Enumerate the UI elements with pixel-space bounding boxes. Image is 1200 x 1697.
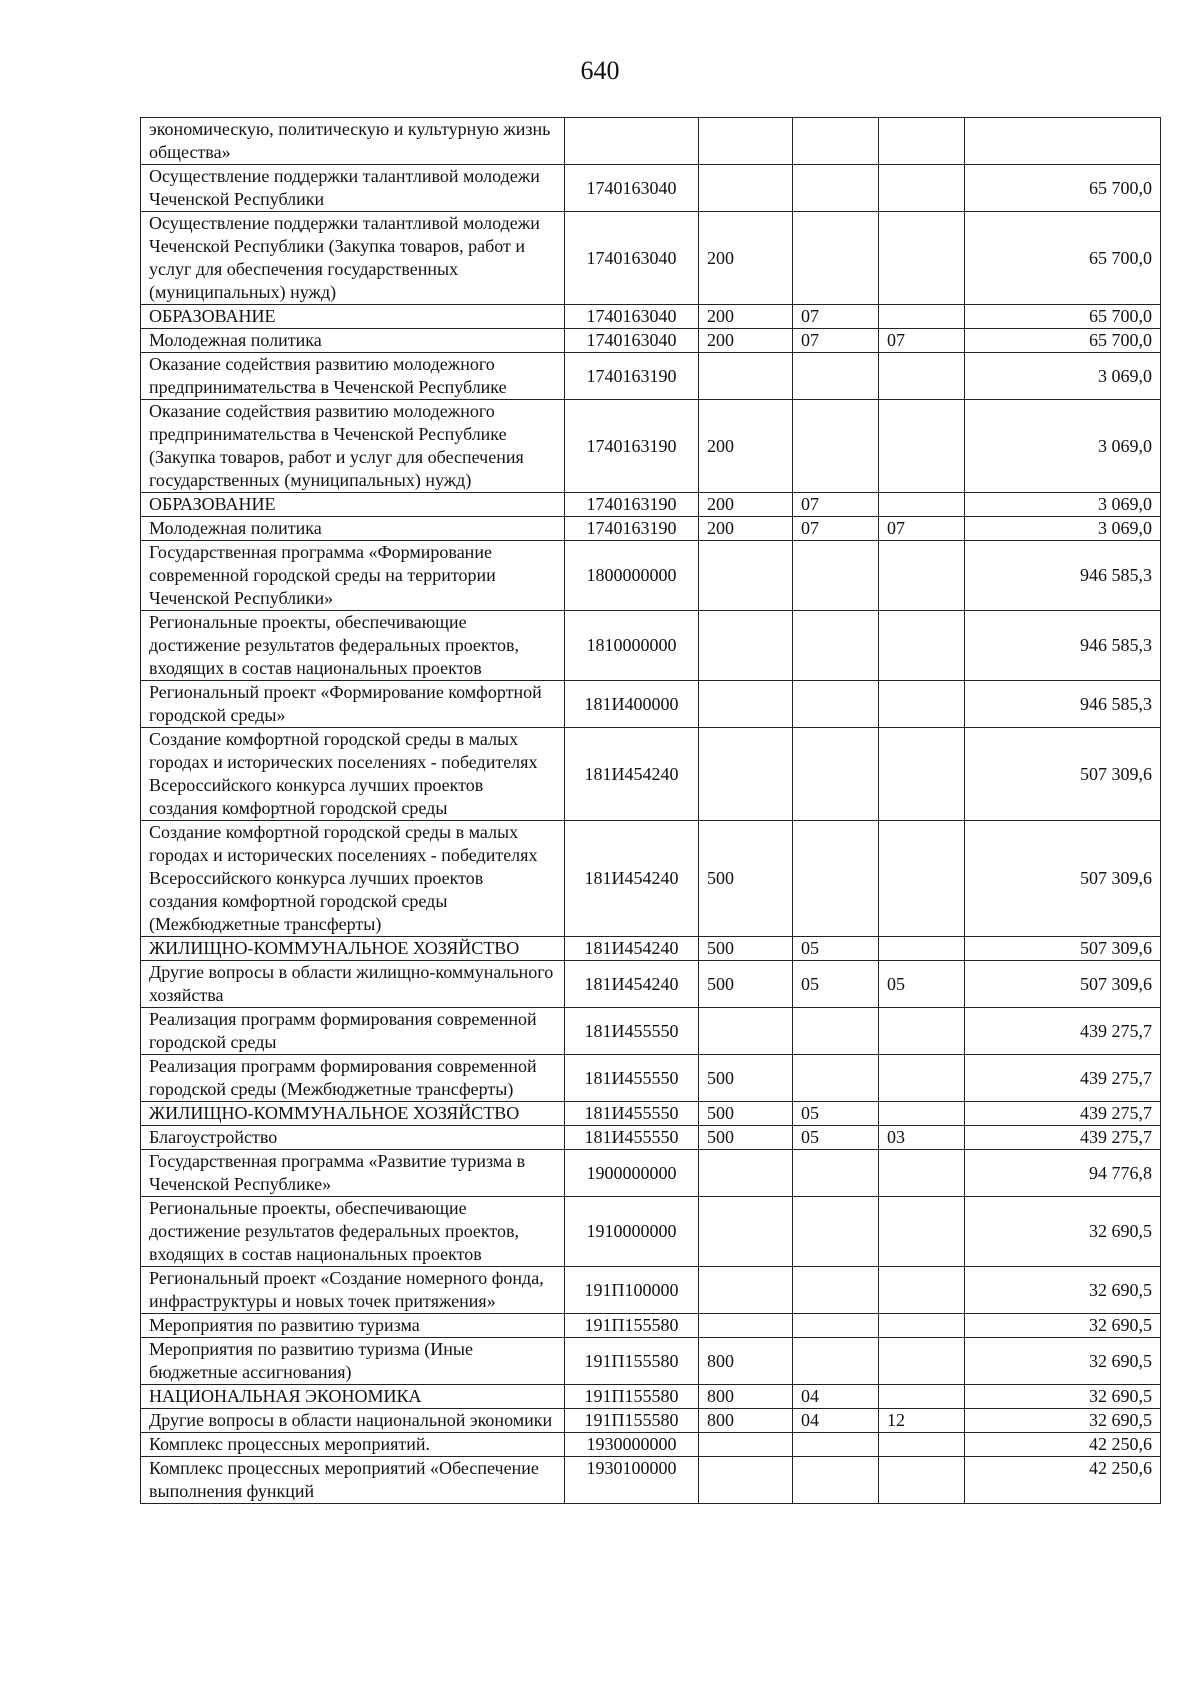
row-section-cell	[793, 1055, 879, 1102]
row-code-cell: 1740163190	[565, 353, 699, 400]
table-row	[141, 541, 1161, 611]
row-name-cell: Государственная программа «Формирование современной городской среды на территории Чеченской Республики»	[141, 541, 565, 611]
row-amount-cell: 42 250,6	[965, 1433, 1161, 1457]
row-section-cell	[793, 611, 879, 681]
row-name-cell: Региональный проект «Формирование комфортной городской среды»	[141, 681, 565, 728]
row-section-cell	[793, 728, 879, 821]
row-code-cell: 191П155580	[565, 1385, 699, 1409]
row-code-cell: 1930000000	[565, 1433, 699, 1457]
budget-table	[140, 117, 1161, 1504]
row-name-cell: НАЦИОНАЛЬНАЯ ЭКОНОМИКА	[141, 1385, 565, 1409]
row-expense-type-cell	[699, 1008, 793, 1055]
table-row	[141, 1457, 1161, 1504]
row-code-cell: 181И455550	[565, 1008, 699, 1055]
row-code-cell: 1800000000	[565, 541, 699, 611]
row-amount-cell: 3 069,0	[965, 353, 1161, 400]
row-code-cell: 1930100000	[565, 1457, 699, 1504]
table-row	[141, 728, 1161, 821]
row-code-cell: 181И454240	[565, 728, 699, 821]
row-amount-cell: 507 309,6	[965, 937, 1161, 961]
row-amount-cell: 946 585,3	[965, 611, 1161, 681]
row-subsection-cell	[879, 212, 965, 305]
row-section-cell	[793, 1457, 879, 1504]
table-row	[141, 118, 1161, 165]
row-amount-cell: 65 700,0	[965, 165, 1161, 212]
row-name-cell: Молодежная политика	[141, 329, 565, 353]
row-expense-type-cell	[699, 1314, 793, 1338]
row-amount-cell: 946 585,3	[965, 681, 1161, 728]
row-section-cell: 05	[793, 961, 879, 1008]
row-amount-cell: 3 069,0	[965, 493, 1161, 517]
table-row	[141, 1126, 1161, 1150]
row-amount-cell: 65 700,0	[965, 212, 1161, 305]
row-subsection-cell	[879, 118, 965, 165]
table-row	[141, 165, 1161, 212]
row-expense-type-cell	[699, 541, 793, 611]
row-subsection-cell	[879, 1150, 965, 1197]
row-name-cell: Оказание содействия развитию молодежного предпринимательства в Чеченской Республике (Закупка товаров, работ и услуг для обеспечения государственных (муниципальных) нужд)	[141, 400, 565, 493]
row-section-cell: 04	[793, 1409, 879, 1433]
row-amount-cell: 32 690,5	[965, 1197, 1161, 1267]
row-section-cell	[793, 821, 879, 937]
table-row	[141, 1385, 1161, 1409]
row-expense-type-cell: 200	[699, 305, 793, 329]
row-expense-type-cell	[699, 1150, 793, 1197]
table-row	[141, 517, 1161, 541]
table-row	[141, 1314, 1161, 1338]
row-expense-type-cell	[699, 1457, 793, 1504]
row-expense-type-cell	[699, 728, 793, 821]
table-row	[141, 1409, 1161, 1433]
row-subsection-cell	[879, 611, 965, 681]
row-name-cell: Комплекс процессных мероприятий «Обеспечение выполнения функций	[141, 1457, 565, 1504]
row-name-cell: ЖИЛИЩНО-КОММУНАЛЬНОЕ ХОЗЯЙСТВО	[141, 937, 565, 961]
row-expense-type-cell	[699, 165, 793, 212]
row-name-cell: ОБРАЗОВАНИЕ	[141, 493, 565, 517]
page-number: 640	[580, 56, 620, 85]
row-amount-cell: 32 690,5	[965, 1338, 1161, 1385]
row-name-cell: Другие вопросы в области жилищно-коммунального хозяйства	[141, 961, 565, 1008]
row-name-cell: Региональные проекты, обеспечивающие достижение результатов федеральных проектов, входящих в состав национальных проектов	[141, 611, 565, 681]
table-row	[141, 212, 1161, 305]
table-row	[141, 493, 1161, 517]
row-amount-cell: 94 776,8	[965, 1150, 1161, 1197]
row-subsection-cell	[879, 165, 965, 212]
row-subsection-cell	[879, 1267, 965, 1314]
row-amount-cell: 946 585,3	[965, 541, 1161, 611]
row-subsection-cell	[879, 1314, 965, 1338]
row-section-cell	[793, 681, 879, 728]
row-expense-type-cell	[699, 681, 793, 728]
row-expense-type-cell	[699, 611, 793, 681]
table-row	[141, 961, 1161, 1008]
row-section-cell: 05	[793, 1102, 879, 1126]
row-expense-type-cell: 500	[699, 821, 793, 937]
row-code-cell: 181И400000	[565, 681, 699, 728]
row-expense-type-cell: 200	[699, 212, 793, 305]
row-amount-cell: 439 275,7	[965, 1126, 1161, 1150]
row-section-cell: 07	[793, 517, 879, 541]
row-subsection-cell	[879, 493, 965, 517]
row-section-cell	[793, 1197, 879, 1267]
row-expense-type-cell: 500	[699, 937, 793, 961]
row-name-cell: Другие вопросы в области национальной экономики	[141, 1409, 565, 1433]
row-code-cell: 191П155580	[565, 1338, 699, 1385]
row-subsection-cell	[879, 541, 965, 611]
row-code-cell: 1740163040	[565, 329, 699, 353]
row-section-cell	[793, 1338, 879, 1385]
row-name-cell: Осуществление поддержки талантливой молодежи Чеченской Республики (Закупка товаров, работ и услуг для обеспечения государственных (муниципальных) нужд)	[141, 212, 565, 305]
table-row	[141, 400, 1161, 493]
row-amount-cell: 32 690,5	[965, 1409, 1161, 1433]
row-subsection-cell: 12	[879, 1409, 965, 1433]
row-section-cell: 05	[793, 1126, 879, 1150]
row-name-cell: Региональный проект «Создание номерного фонда, инфраструктуры и новых точек притяжения»	[141, 1267, 565, 1314]
row-amount-cell: 65 700,0	[965, 329, 1161, 353]
row-expense-type-cell: 500	[699, 961, 793, 1008]
row-name-cell: ОБРАЗОВАНИЕ	[141, 305, 565, 329]
row-code-cell: 181И455550	[565, 1126, 699, 1150]
row-code-cell: 181И454240	[565, 961, 699, 1008]
row-code-cell: 1740163040	[565, 212, 699, 305]
row-name-cell: Региональные проекты, обеспечивающие достижение результатов федеральных проектов, входящих в состав национальных проектов	[141, 1197, 565, 1267]
row-name-cell: Создание комфортной городской среды в малых городах и исторических поселениях - победителях Всероссийского конкурса лучших проектов создания комфортной городской среды (Межбюджетные трансферты)	[141, 821, 565, 937]
row-subsection-cell	[879, 728, 965, 821]
row-amount-cell: 439 275,7	[965, 1102, 1161, 1126]
row-code-cell	[565, 118, 699, 165]
row-code-cell: 181И455550	[565, 1102, 699, 1126]
row-section-cell: 04	[793, 1385, 879, 1409]
row-subsection-cell: 07	[879, 329, 965, 353]
table-row	[141, 821, 1161, 937]
row-name-cell: экономическую, политическую и культурную жизнь общества»	[141, 118, 565, 165]
row-subsection-cell	[879, 821, 965, 937]
row-expense-type-cell	[699, 1267, 793, 1314]
row-subsection-cell	[879, 1338, 965, 1385]
row-subsection-cell	[879, 1197, 965, 1267]
row-amount-cell: 439 275,7	[965, 1008, 1161, 1055]
table-row	[141, 1197, 1161, 1267]
row-amount-cell: 507 309,6	[965, 728, 1161, 821]
row-subsection-cell	[879, 1055, 965, 1102]
row-code-cell: 1740163040	[565, 165, 699, 212]
row-subsection-cell	[879, 353, 965, 400]
table-body	[141, 118, 1161, 1504]
row-section-cell	[793, 1433, 879, 1457]
row-amount-cell: 42 250,6	[965, 1457, 1161, 1504]
row-expense-type-cell	[699, 1197, 793, 1267]
row-code-cell: 191П155580	[565, 1409, 699, 1433]
row-code-cell: 191П100000	[565, 1267, 699, 1314]
row-subsection-cell	[879, 1457, 965, 1504]
row-section-cell: 07	[793, 329, 879, 353]
table-row	[141, 305, 1161, 329]
row-name-cell: Реализация программ формирования современной городской среды (Межбюджетные трансферты)	[141, 1055, 565, 1102]
row-subsection-cell	[879, 937, 965, 961]
row-section-cell	[793, 1008, 879, 1055]
row-section-cell	[793, 212, 879, 305]
row-expense-type-cell: 800	[699, 1385, 793, 1409]
row-subsection-cell	[879, 1102, 965, 1126]
table-row	[141, 1102, 1161, 1126]
table-row	[141, 1008, 1161, 1055]
row-amount-cell: 32 690,5	[965, 1267, 1161, 1314]
row-expense-type-cell: 800	[699, 1409, 793, 1433]
row-expense-type-cell: 200	[699, 493, 793, 517]
row-section-cell	[793, 1267, 879, 1314]
row-expense-type-cell	[699, 1433, 793, 1457]
row-subsection-cell	[879, 1008, 965, 1055]
table-row	[141, 1150, 1161, 1197]
row-section-cell: 05	[793, 937, 879, 961]
table-row	[141, 1338, 1161, 1385]
row-subsection-cell	[879, 681, 965, 728]
table-row	[141, 1433, 1161, 1457]
row-code-cell: 181И454240	[565, 937, 699, 961]
row-code-cell: 191П155580	[565, 1314, 699, 1338]
row-amount-cell: 3 069,0	[965, 400, 1161, 493]
row-amount-cell: 439 275,7	[965, 1055, 1161, 1102]
row-section-cell: 07	[793, 493, 879, 517]
row-name-cell: Государственная программа «Развитие туризма в Чеченской Республике»	[141, 1150, 565, 1197]
table-row	[141, 681, 1161, 728]
row-amount-cell: 3 069,0	[965, 517, 1161, 541]
row-section-cell	[793, 1314, 879, 1338]
row-expense-type-cell: 500	[699, 1055, 793, 1102]
table-row	[141, 1055, 1161, 1102]
row-expense-type-cell: 200	[699, 400, 793, 493]
row-section-cell	[793, 1150, 879, 1197]
row-subsection-cell	[879, 1433, 965, 1457]
row-name-cell: Мероприятия по развитию туризма (Иные бюджетные ассигнования)	[141, 1338, 565, 1385]
row-section-cell	[793, 118, 879, 165]
table-row	[141, 353, 1161, 400]
row-expense-type-cell: 200	[699, 517, 793, 541]
row-code-cell: 181И455550	[565, 1055, 699, 1102]
row-expense-type-cell: 500	[699, 1102, 793, 1126]
row-code-cell: 1740163190	[565, 517, 699, 541]
row-name-cell: Оказание содействия развитию молодежного предпринимательства в Чеченской Республике	[141, 353, 565, 400]
table-row	[141, 1267, 1161, 1314]
row-expense-type-cell: 800	[699, 1338, 793, 1385]
row-subsection-cell	[879, 1385, 965, 1409]
row-amount-cell	[965, 118, 1161, 165]
row-name-cell: Молодежная политика	[141, 517, 565, 541]
row-expense-type-cell	[699, 353, 793, 400]
row-code-cell: 181И454240	[565, 821, 699, 937]
table-row	[141, 611, 1161, 681]
row-expense-type-cell	[699, 118, 793, 165]
row-amount-cell: 507 309,6	[965, 961, 1161, 1008]
row-code-cell: 1910000000	[565, 1197, 699, 1267]
row-name-cell: Мероприятия по развитию туризма	[141, 1314, 565, 1338]
table-row	[141, 937, 1161, 961]
row-name-cell: Реализация программ формирования современной городской среды	[141, 1008, 565, 1055]
row-section-cell: 07	[793, 305, 879, 329]
row-code-cell: 1900000000	[565, 1150, 699, 1197]
table-row	[141, 329, 1161, 353]
row-expense-type-cell: 200	[699, 329, 793, 353]
row-code-cell: 1740163040	[565, 305, 699, 329]
row-section-cell	[793, 541, 879, 611]
row-section-cell	[793, 353, 879, 400]
row-section-cell	[793, 165, 879, 212]
row-code-cell: 1740163190	[565, 400, 699, 493]
row-code-cell: 1810000000	[565, 611, 699, 681]
row-name-cell: Создание комфортной городской среды в малых городах и исторических поселениях - победителях Всероссийского конкурса лучших проектов создания комфортной городской среды	[141, 728, 565, 821]
row-subsection-cell: 07	[879, 517, 965, 541]
row-amount-cell: 507 309,6	[965, 821, 1161, 937]
row-subsection-cell: 05	[879, 961, 965, 1008]
row-name-cell: Благоустройство	[141, 1126, 565, 1150]
row-subsection-cell	[879, 305, 965, 329]
row-name-cell: ЖИЛИЩНО-КОММУНАЛЬНОЕ ХОЗЯЙСТВО	[141, 1102, 565, 1126]
row-code-cell: 1740163190	[565, 493, 699, 517]
row-name-cell: Комплекс процессных мероприятий.	[141, 1433, 565, 1457]
row-amount-cell: 32 690,5	[965, 1385, 1161, 1409]
row-amount-cell: 32 690,5	[965, 1314, 1161, 1338]
row-name-cell: Осуществление поддержки талантливой молодежи Чеченской Республики	[141, 165, 565, 212]
row-subsection-cell	[879, 400, 965, 493]
row-section-cell	[793, 400, 879, 493]
row-amount-cell: 65 700,0	[965, 305, 1161, 329]
row-subsection-cell: 03	[879, 1126, 965, 1150]
row-expense-type-cell: 500	[699, 1126, 793, 1150]
